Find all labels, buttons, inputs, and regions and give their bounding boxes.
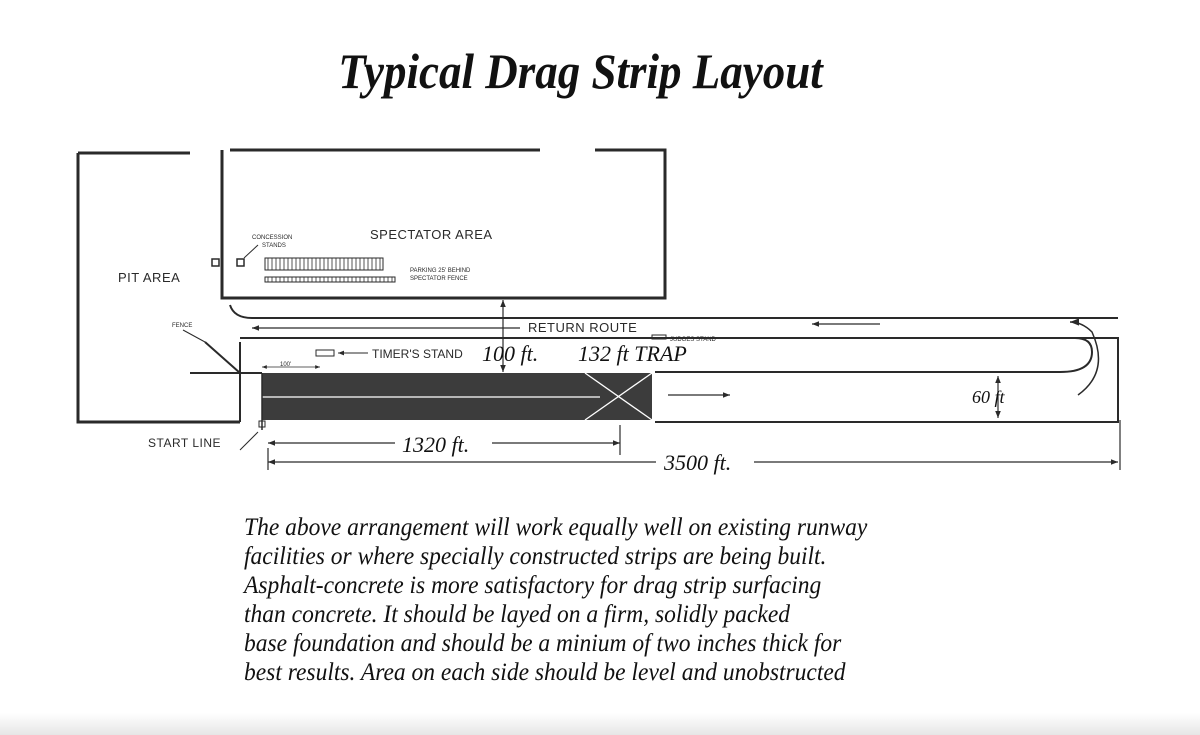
paragraph-line: than concrete. It should be layed on a firm, solidly packed bbox=[244, 601, 791, 628]
page-edge-shadow bbox=[0, 713, 1200, 735]
spectator-offset-label: 100 ft. bbox=[482, 341, 539, 366]
paragraph-line: facilities or where specially constructed strips are being built. bbox=[244, 543, 827, 570]
concession-label: CONCESSION bbox=[252, 235, 293, 241]
paragraph-line: base foundation and should be a minium of two inches thick for bbox=[244, 630, 842, 657]
fence-label: FENCE bbox=[172, 323, 193, 329]
total-length-label: 3500 ft. bbox=[664, 450, 732, 475]
judges-stand-label: JUDGES STAND bbox=[670, 337, 716, 343]
spectator-area-label: SPECTATOR AREA bbox=[370, 227, 493, 242]
pit-area-fence bbox=[78, 153, 240, 422]
paragraph-line: Asphalt-concrete is more satisfactory for drag strip surfacing bbox=[244, 572, 822, 599]
description-paragraph bbox=[244, 513, 1004, 687]
timers-stand bbox=[316, 350, 334, 356]
start-line-leader bbox=[240, 432, 258, 450]
strip-length-label: 1320 ft. bbox=[402, 432, 470, 457]
return-loop bbox=[655, 338, 1092, 372]
fence-leader bbox=[183, 330, 205, 342]
fence-line bbox=[190, 342, 262, 373]
concession-leader bbox=[244, 245, 258, 258]
timers-stand-label: TIMER'S STAND bbox=[372, 347, 463, 361]
return-width-label: 60 ft bbox=[972, 387, 1005, 407]
concession-stand bbox=[212, 259, 219, 266]
parking-label-2: SPECTATOR FENCE bbox=[410, 276, 468, 282]
concession-label-2: STANDS bbox=[262, 243, 286, 249]
return-route-label: RETURN ROUTE bbox=[528, 320, 638, 335]
turnaround-arrow bbox=[1070, 322, 1098, 395]
concession-stand bbox=[237, 259, 244, 266]
spectator-lane-curve bbox=[230, 305, 1118, 318]
trap-label: 132 ft TRAP bbox=[578, 341, 687, 366]
small-dim-label: 100' bbox=[280, 362, 292, 368]
paragraph-line: best results. Area on each side should be level and unobstructed bbox=[244, 659, 846, 686]
parking-label: PARKING 25' BEHIND bbox=[410, 268, 471, 274]
parking-rows bbox=[265, 258, 395, 282]
page-title: Typical Drag Strip Layout bbox=[338, 43, 823, 99]
pit-area-label: PIT AREA bbox=[118, 270, 181, 285]
start-line-label: START LINE bbox=[148, 436, 222, 450]
paragraph-line: The above arrangement will work equally well on existing runway bbox=[244, 514, 868, 541]
